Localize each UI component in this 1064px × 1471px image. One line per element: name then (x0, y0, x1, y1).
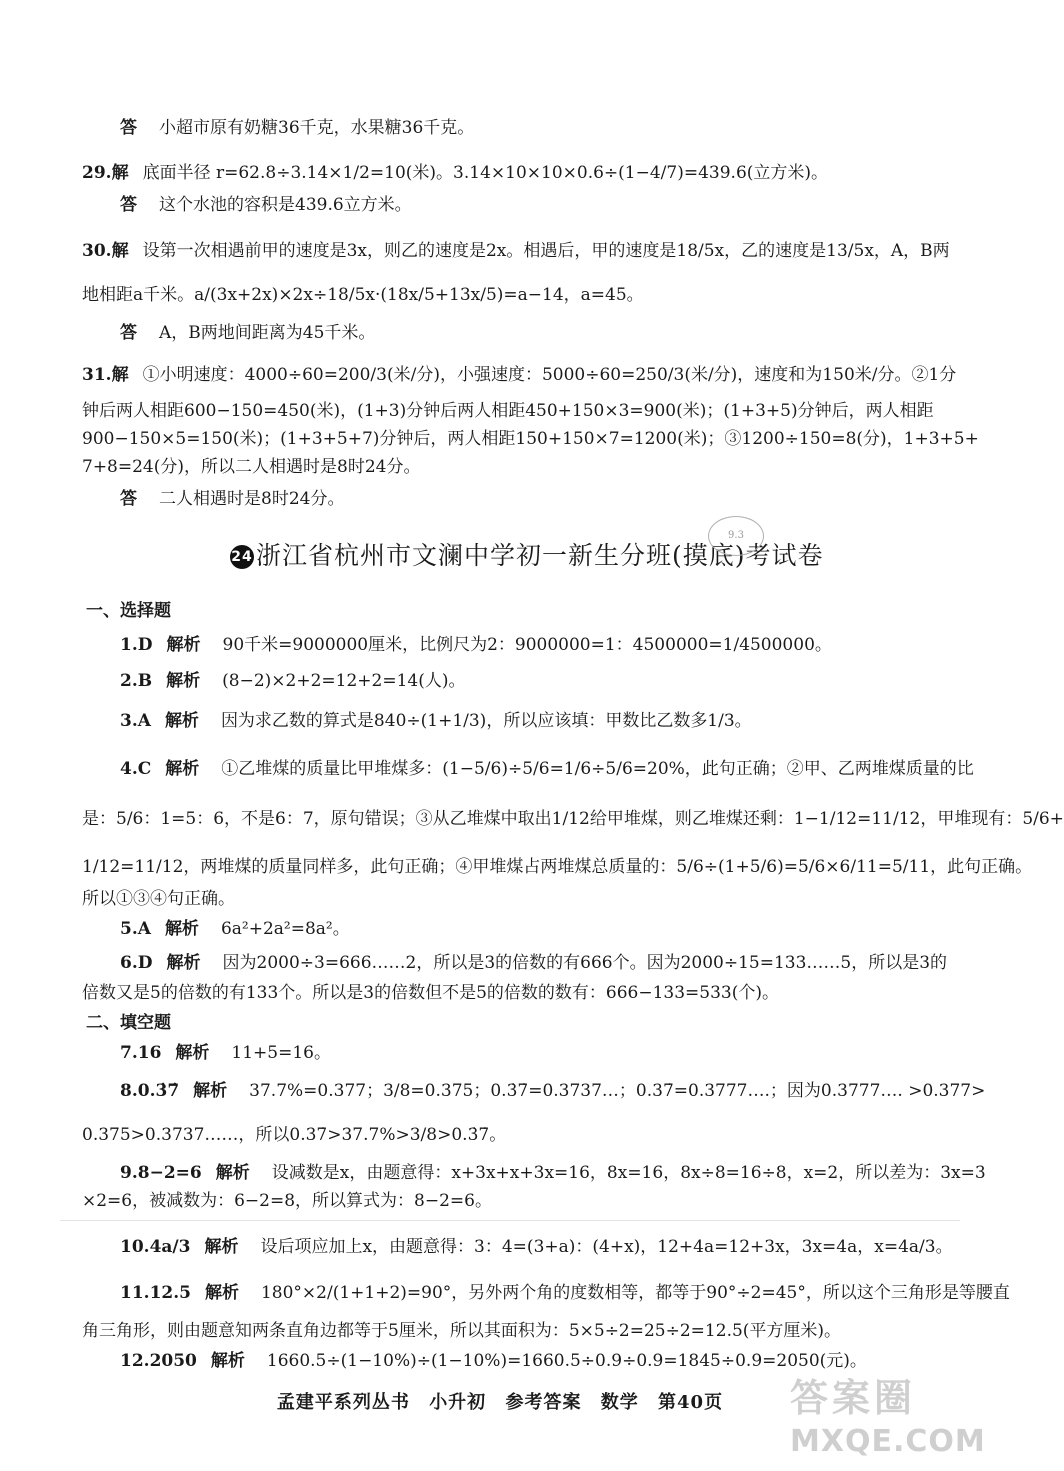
answer-label: 答 (120, 118, 137, 138)
question-number: 2.B (120, 671, 153, 691)
solution-31-line4: 7+8=24(分)，所以二人相遇时是8时24分。 (82, 457, 421, 477)
analysis-text: 37.7%=0.377；3/8=0.375；0.3̇7̇=0.3737…；0.37̇=0.3777….；因为0.3777…. >0.377> (249, 1081, 986, 1101)
answer-label: 答 (120, 323, 137, 343)
analysis-label: 解析 (215, 1163, 250, 1183)
question-number: 5.A (120, 919, 151, 939)
choice-item-6 (120, 952, 948, 974)
choice-item-4-line3: 1/12=11/12，两堆煤的质量同样多，此句正确；④甲堆煤占两堆煤总质量的：5/6÷(1+5/6)=5/6×6/11=5/11，此句正确。 (82, 857, 1033, 877)
section-heading-choice: 一、选择题 (86, 601, 171, 621)
fill-item-9-line2: ×2=6，被减数为：6−2=8，所以算式为：8−2=6。 (82, 1191, 492, 1211)
analysis-label: 解析 (210, 1351, 245, 1371)
question-number: 12.2050 (120, 1351, 197, 1371)
analysis-label: 解析 (204, 1283, 239, 1303)
analysis-text: 6a²+2a²=8a²。 (220, 919, 350, 939)
solution-31 (82, 364, 957, 386)
analysis-text: 180°×2/(1+1+2)=90°，另外两个角的度数相等，都等于90°÷2=45°，所以这个三角形是等腰直 (260, 1283, 1010, 1303)
footer-grade: 小升初 (429, 1392, 487, 1413)
question-number: 30.解 (82, 241, 129, 261)
exam-title (230, 536, 824, 572)
analysis-label: 解析 (164, 919, 199, 939)
exam-number-badge: 24 (230, 545, 254, 569)
watermark-logo (790, 1376, 990, 1466)
analysis-text: 设减数是x，由题意得：x+3x+x+3x=16，8x=16，8x÷8=16÷8，x=2，所以差为：3x=3 (271, 1163, 986, 1183)
solution-31-line2: 钟后两人相距600−150=450(米)，(1+3)分钟后两人相距450+150×3=900(米)；(1+3+5)分钟后，两人相距 (82, 401, 934, 421)
footer-kind: 参考答案 (505, 1392, 582, 1413)
answer-text: A，B两地间距离为45千米。 (159, 323, 376, 343)
footer-series: 孟建平系列丛书 (276, 1392, 410, 1413)
answer-31 (120, 488, 945, 510)
fill-item-12 (120, 1350, 945, 1372)
divider-line (60, 1220, 960, 1221)
analysis-text: 1660.5÷(1−10%)÷(1−10%)=1660.5÷0.9÷0.9=1845÷0.9=2050(元)。 (266, 1351, 867, 1371)
question-number: 7.16 (120, 1043, 162, 1063)
watermark-text: 答案圈 (790, 1376, 917, 1420)
analysis-label: 解析 (164, 711, 199, 731)
analysis-text: (8−2)×2+2=12+2=14(人)。 (222, 671, 466, 691)
answer-text: 这个水池的容积是439.6立方米。 (159, 195, 412, 215)
watermark-url: MXQE.COM (790, 1424, 986, 1459)
fill-item-7 (120, 1042, 945, 1064)
choice-item-4-line2: 是：5/6：1=5：6，不是6：7，原句错误；③从乙堆煤中取出1/12给甲堆煤，则乙堆煤还剩：1−1/12=11/12，甲堆现有：5/6+ (82, 809, 1064, 829)
answer-28 (120, 117, 945, 139)
analysis-label: 解析 (166, 953, 201, 973)
answer-label: 答 (120, 195, 137, 215)
analysis-label: 解析 (166, 635, 201, 655)
section-heading-fill: 二、填空题 (86, 1013, 171, 1033)
question-number: 11.12.5 (120, 1283, 191, 1303)
answer-text: 二人相遇时是8时24分。 (159, 489, 345, 509)
exam-title-text: 浙江省杭州市文澜中学初一新生分班(摸底)考试卷 (256, 541, 824, 570)
question-number: 3.A (120, 711, 151, 731)
analysis-label: 解析 (193, 1081, 228, 1101)
question-number: 31.解 (82, 365, 129, 385)
solution-text: 设第一次相遇前甲的速度是3x，则乙的速度是2x。相遇后，甲的速度是18/5x，乙的速度是13/5x，A，B两 (142, 241, 950, 261)
solution-30 (82, 240, 950, 262)
footer-subject: 数学 (600, 1392, 639, 1413)
question-number: 10.4a/3 (120, 1237, 191, 1257)
footer-page-number: 第40页 (658, 1392, 724, 1413)
choice-item-3 (120, 710, 945, 732)
fill-item-11 (120, 1282, 1010, 1304)
analysis-text: 设后项应加上x，由题意得：3：4=(3+a)：(4+x)，12+4a=12+3x，3x=4a，x=4a/3。 (260, 1237, 953, 1257)
fill-item-9 (120, 1162, 986, 1184)
fill-item-8 (120, 1080, 986, 1102)
analysis-label: 解析 (175, 1043, 210, 1063)
fill-item-11-line2: 角三角形，则由题意知两条直角边都等于5厘米，所以其面积为：5×5÷2=25÷2=12.5(平方厘米)。 (82, 1321, 842, 1341)
choice-item-5 (120, 918, 945, 940)
analysis-text: 90千米=9000000厘米，比例尺为2：9000000=1：4500000=1/4500000。 (222, 635, 832, 655)
solution-text: ①小明速度：4000÷60=200/3(米/分)，小强速度：5000÷60=250/3(米/分)，速度和为150米/分。②1分 (142, 365, 957, 385)
choice-item-1 (120, 634, 945, 656)
choice-item-4 (120, 758, 974, 780)
question-number: 6.D (120, 953, 153, 973)
analysis-text: 因为求乙数的算式是840÷(1+1/3)，所以应该填：甲数比乙数多1/3。 (220, 711, 752, 731)
question-number: 29.解 (82, 163, 129, 183)
analysis-label: 解析 (165, 759, 200, 779)
choice-item-2 (120, 670, 945, 692)
solution-29 (82, 162, 945, 184)
analysis-label: 解析 (166, 671, 201, 691)
analysis-text: 因为2000÷3=666……2，所以是3的倍数的有666个。因为2000÷15=133……5，所以是3的 (222, 953, 948, 973)
solution-30-line2: 地相距a千米。a/(3x+2x)×2x÷18/5x·(18x/5+13x/5)=a−14，a=45。 (82, 285, 644, 305)
stamp-mark: 9.3 (708, 516, 764, 556)
answer-text: 小超市原有奶糖36千克，水果糖36千克。 (159, 118, 475, 138)
answer-label: 答 (120, 489, 137, 509)
answer-30 (120, 322, 945, 344)
analysis-label: 解析 (204, 1237, 239, 1257)
question-number: 9.8−2=6 (120, 1163, 202, 1183)
question-number: 1.D (120, 635, 153, 655)
question-number: 4.C (120, 759, 152, 779)
choice-item-6-line2: 倍数又是5的倍数的有133个。所以是3的倍数但不是5的倍数的数有：666−133=533(个)。 (82, 983, 779, 1003)
answer-29 (120, 194, 945, 216)
choice-item-4-line4: 所以①③④句正确。 (82, 889, 235, 909)
fill-item-8-line2: 0.375>0.3737……，所以0.37̇>37.7%>3/8>0.3̇7̇。 (82, 1125, 507, 1145)
solution-text: 底面半径 r=62.8÷3.14×1/2=10(米)。3.14×10×10×0.6÷(1−4/7)=439.6(立方米)。 (142, 163, 829, 183)
analysis-text: 11+5=16。 (231, 1043, 331, 1063)
fill-item-10 (120, 1236, 953, 1258)
question-number: 8.0.3̇7̇ (120, 1081, 180, 1101)
solution-31-line3: 900−150×5=150(米)；(1+3+5+7)分钟后，两人相距150+150×7=1200(米)；③1200÷150=8(分)，1+3+5+ (82, 429, 979, 449)
analysis-text: ①乙堆煤的质量比甲堆煤多：(1−5/6)÷5/6=1/6÷5/6=20%，此句正确；②甲、乙两堆煤质量的比 (221, 759, 974, 779)
